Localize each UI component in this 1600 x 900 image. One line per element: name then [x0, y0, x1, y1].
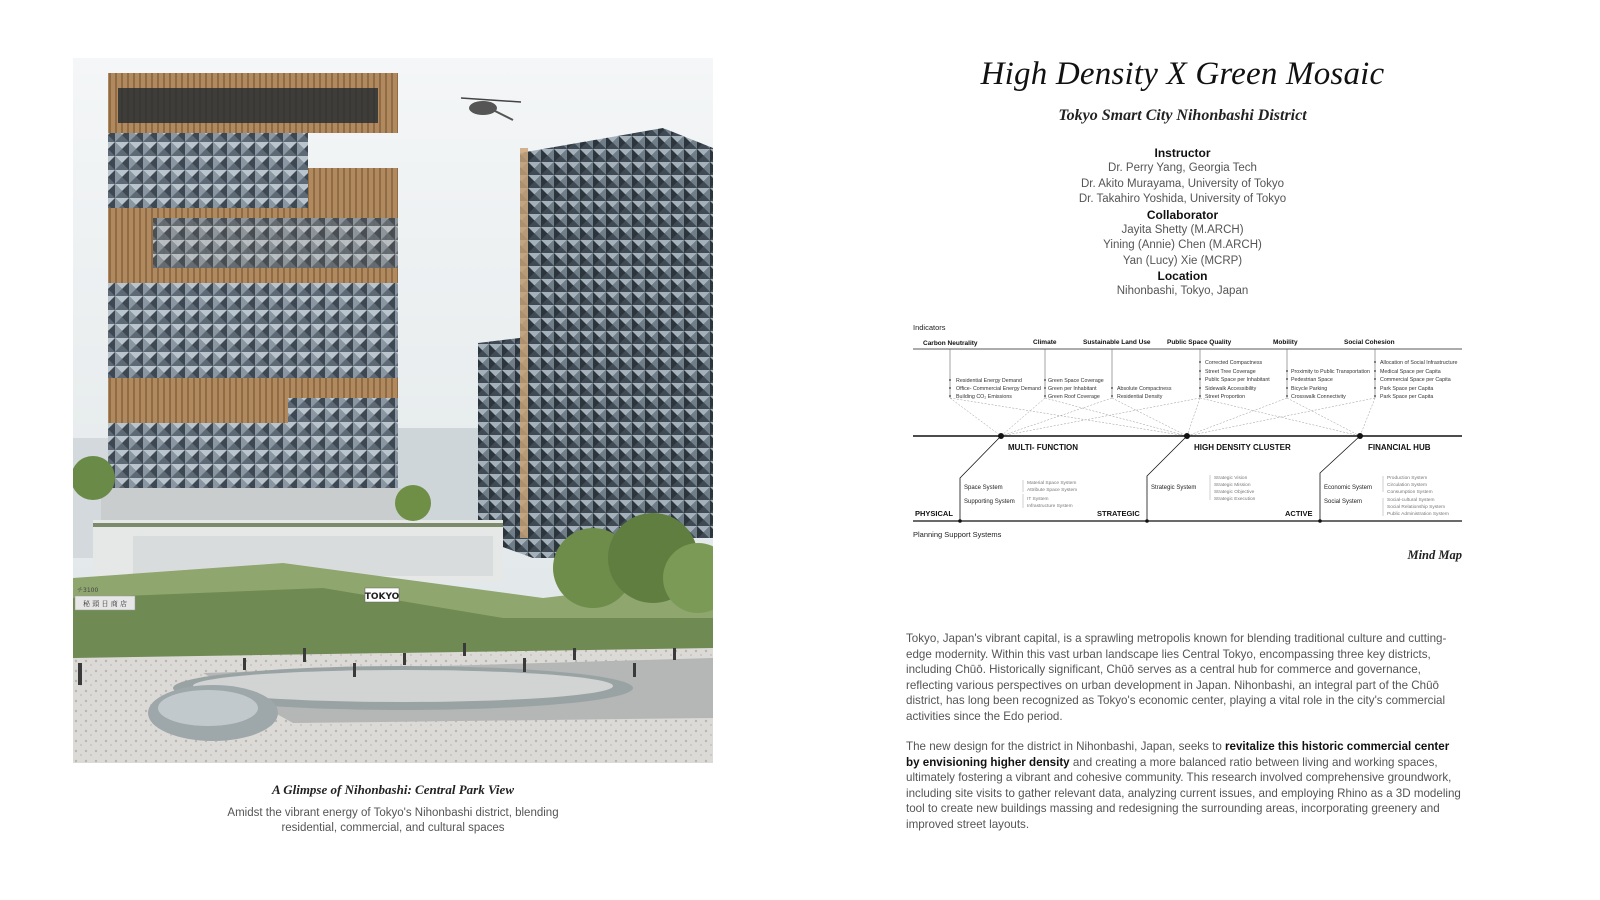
instructor-1: Dr. Perry Yang, Georgia Tech — [1108, 162, 1257, 174]
mind-map-diagram — [905, 318, 1470, 550]
mind-map-caption: Mind Map — [1407, 548, 1462, 562]
space-system: Space System — [964, 485, 1003, 491]
credits — [900, 146, 1465, 300]
sub-item: Material Space System — [1027, 481, 1077, 486]
collaborator-3: Yan (Lucy) Xie (MCRP) — [1122, 254, 1243, 267]
sub-item: Social-cultural System — [1387, 498, 1435, 503]
instructor-2: Dr. Akito Murayama, University of Tokyo — [1080, 177, 1285, 190]
item: Crosswalk Connectivity — [1291, 394, 1346, 400]
sub-item: Consumption System — [1387, 490, 1433, 495]
sub-item: Strategic Vision — [1214, 476, 1248, 481]
item: Bicycle Parking — [1291, 386, 1328, 392]
sub-item: IT System — [1027, 497, 1049, 502]
sub-item: Infrastructure System — [1027, 504, 1073, 509]
item: Pedestrian Space — [1291, 377, 1333, 383]
page-subtitle: Tokyo Smart City Nihonbashi District — [1058, 107, 1307, 124]
item: Street Tree Coverage — [1205, 369, 1256, 375]
paragraph-text: The new design for the district in Nihonbashi, Japan, seeks to — [906, 740, 1226, 753]
item: Building CO₂ Emissions — [956, 394, 1012, 400]
location-label: Location — [1157, 269, 1208, 283]
supporting-system: Supporting System — [964, 499, 1015, 505]
category-climate: Climate — [1033, 339, 1057, 346]
item: Absolute Compactness — [1117, 386, 1172, 392]
architectural-render — [73, 58, 713, 763]
item: Medical Space per Capita — [1380, 369, 1441, 375]
item: Proximity to Public Transportation — [1291, 369, 1370, 375]
item: Green per Inhabitant — [1048, 386, 1097, 392]
category-carbon-neutrality: Carbon Neutrality — [923, 340, 978, 347]
sub-item: Strategic Mission — [1214, 483, 1251, 488]
item: Park Space per Capita — [1380, 386, 1434, 392]
item: Office- Commercial Energy Demand — [956, 386, 1041, 392]
paragraph-emphasis: revitalize this historic commercial center by envisioning higher density — [906, 740, 1450, 769]
item: Public Space per Inhabitant — [1205, 377, 1270, 383]
collaborator-label: Collaborator — [1146, 207, 1219, 222]
sub-item: Attribute Space System — [1027, 488, 1078, 493]
small-sign: チ3100 — [77, 587, 99, 594]
item: Sidewalk Accessibility — [1205, 386, 1257, 392]
category-mobility: Mobility — [1273, 339, 1298, 346]
item: Park Space per Capita — [1380, 394, 1434, 400]
planning-support-label: Planning Support Systems — [913, 530, 1002, 539]
strategic-system: Strategic System — [1151, 485, 1197, 491]
sub-item: Strategic Objective — [1214, 490, 1255, 495]
sub-item: Strategic Execution — [1214, 497, 1256, 502]
sub-item: Public Administration System — [1387, 512, 1449, 517]
render-caption-title: A Glimpse of Nihonbashi: Central Park View — [272, 782, 514, 797]
item: Residential Energy Demand — [956, 378, 1022, 384]
item: Residential Density — [1117, 394, 1163, 400]
render-caption-text: Amidst the vibrant energy of Tokyo's Nihonbashi district, blending residential, commercial, and cultural spaces — [227, 807, 559, 834]
economic-system: Economic System — [1324, 485, 1373, 491]
page-title: High Density X Green Mosaic — [980, 56, 1385, 92]
item: Corrected Compactness — [1205, 360, 1263, 366]
instructor-3: Dr. Takahiro Yoshida, University of Tokyo — [1078, 193, 1287, 205]
hub-financial-hub: FINANCIAL HUB — [1368, 443, 1431, 452]
shop-sign: 秘 頭 日 商 店 — [83, 600, 127, 608]
item: Allocation of Social Infrastructure — [1380, 360, 1458, 366]
item: Green Roof Coverage — [1048, 394, 1100, 400]
tokyo-sign: TOKYO — [364, 592, 400, 602]
collaborator-2: Yining (Annie) Chen (M.ARCH) — [1103, 239, 1262, 251]
paragraph-text: and creating a more balanced ratio between living and working spaces, ultimately fostering a vibrant and cohesive community. This research involved comprehensive groundwork, including site visits to gather relevant data, analyzing current issues, and employing Rhino as a 3D modeling tool to create new buildings massing and redesigning the surrounding areas, incorporating greenery and improved street layouts. — [906, 755, 1461, 831]
hub-multi-function: MULTI- FUNCTION — [1008, 443, 1079, 452]
category-social-cohesion: Social Cohesion — [1344, 339, 1395, 346]
label-strategic: STRATEGIC — [1097, 509, 1140, 518]
indicators-label: Indicators — [913, 323, 946, 332]
hub-high-density-cluster: HIGH DENSITY CLUSTER — [1194, 443, 1291, 452]
collaborator-1: Jayita Shetty (M.ARCH) — [1121, 223, 1244, 236]
sub-item: Social Relationship System — [1387, 505, 1446, 510]
sub-item: Production System — [1387, 476, 1428, 481]
category-public-space-quality: Public Space Quality — [1167, 339, 1232, 346]
location-value: Nihonbashi, Tokyo, Japan — [1116, 285, 1249, 297]
item: Street Proportion — [1205, 394, 1246, 400]
body-paragraph-1: Tokyo, Japan's vibrant capital, is a sprawling metropolis known for blending traditional culture and cutting-edge modernity. Within this vast urban landscape lies Central Tokyo, encompassing three key districts, including Chūō. Historically significant, Chūō serves as a central hub for commerce and governance, reflecting various perspectives on urban development in Japan. Nihonbashi, an integral part of the Chūō district, has long been recognized as Tokyo's economic center, playing a vital role in the city's commercial activities since the Edo period. — [906, 632, 1447, 723]
item: Green Space Coverage — [1048, 378, 1104, 384]
category-sustainable-land-use: Sustainable Land Use — [1083, 339, 1151, 346]
label-physical: PHYSICAL — [915, 509, 953, 518]
item: Commercial Space per Capita — [1380, 377, 1451, 383]
social-system: Social System — [1324, 499, 1363, 505]
instructor-label: Instructor — [1154, 146, 1211, 160]
sub-item: Circulation System — [1387, 483, 1427, 488]
label-active: ACTIVE — [1285, 509, 1313, 518]
body-paragraph-2 — [906, 739, 1461, 833]
